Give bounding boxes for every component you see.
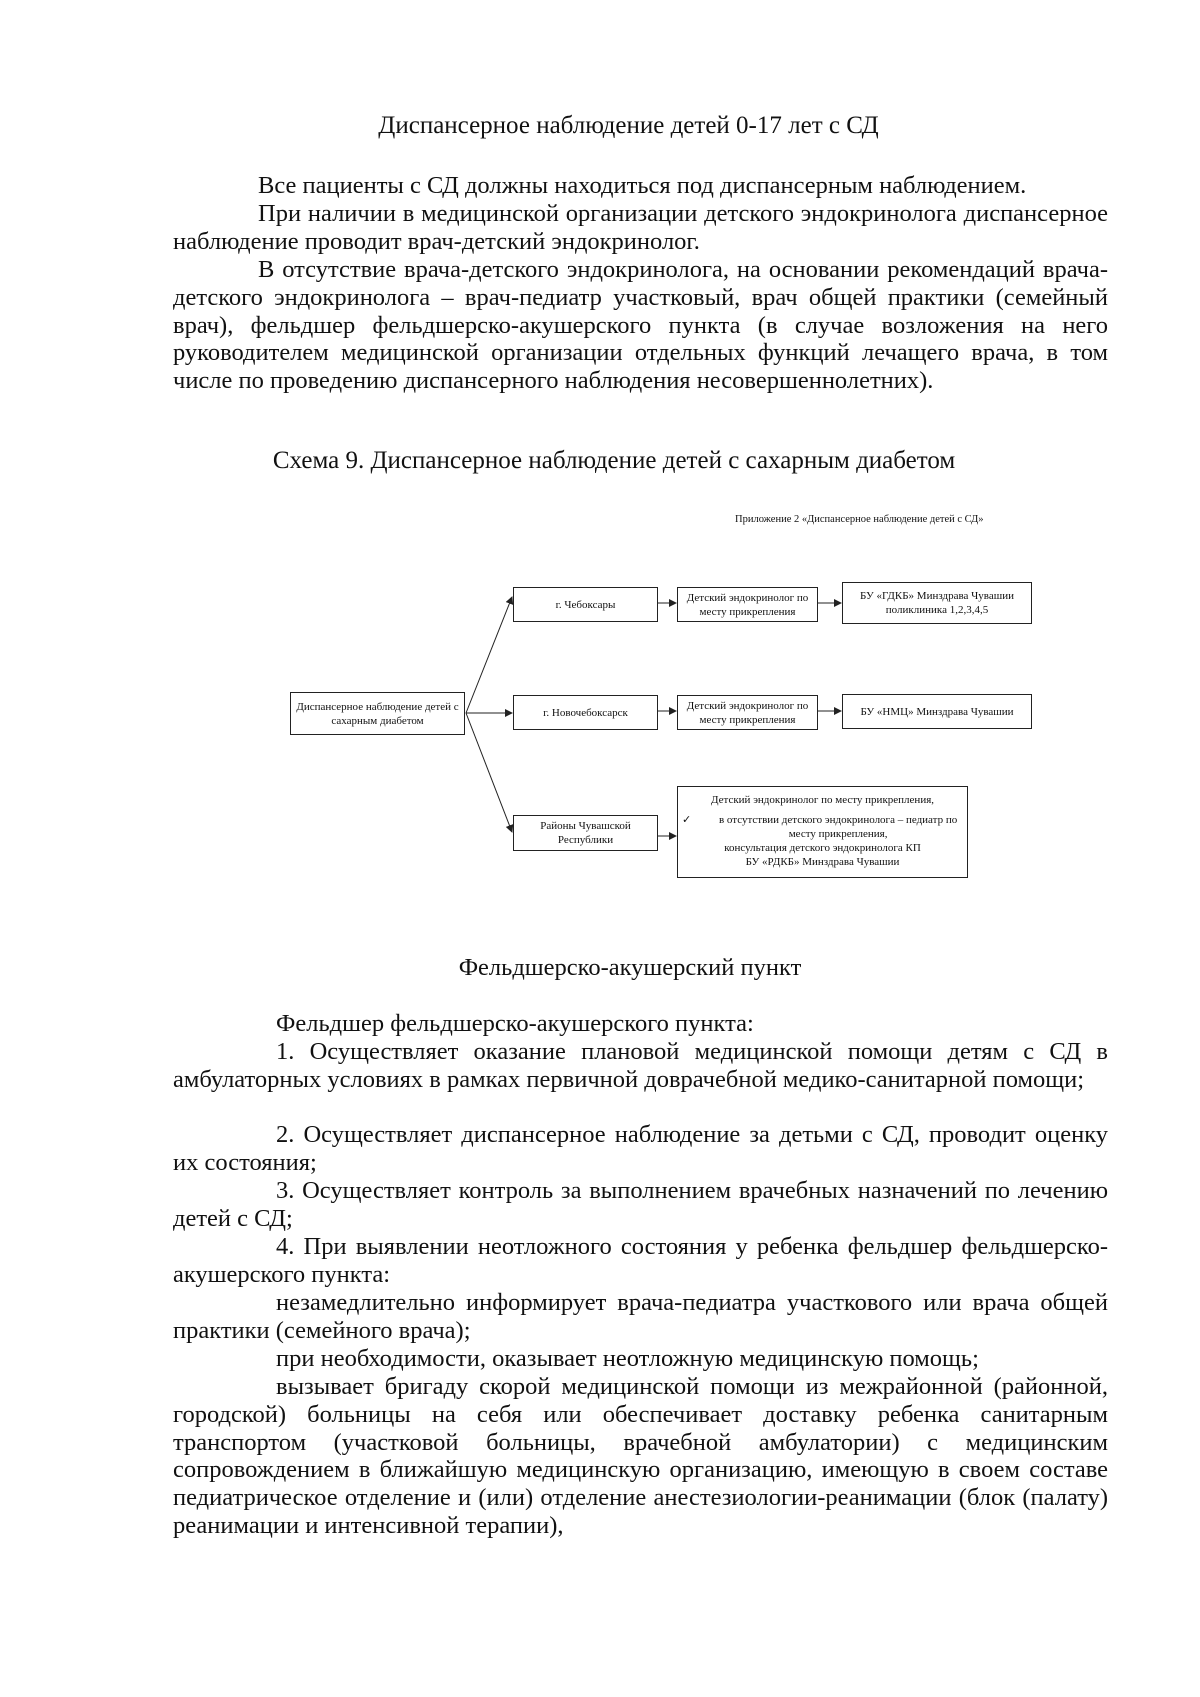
fap-subitem-1: незамедлительно информирует врача-педиатра участкового или врача общей практики (семейного врача); <box>173 1289 1108 1344</box>
fap-subitem-3: вызывает бригаду скорой медицинской помощи из межрайонной (районной, городской) больницы на себя или обеспечивает доставку ребенка санитарным транспортом (участковой больницы, врачебной амбулатории) с медицинским сопровождением в ближайшую медицинскую организацию, имеющую в своем составе педиатрическое отделение и (или) отделение анестезиологии-реанимации (блок (палату) реанимации и интенсивной терапии), <box>173 1373 1108 1539</box>
city-box-cheboksary <box>513 587 658 622</box>
scheme-caption: Схема 9. Диспансерное наблюдение детей с сахарным диабетом <box>272 447 956 474</box>
root-box <box>290 692 465 735</box>
fap-item-3: 3. Осуществляет контроль за выполнением врачебных назначений по лечению детей с СД; <box>173 1177 1108 1232</box>
arrow-to-cheboksary <box>466 597 512 713</box>
city-label-cheboksary: г. Чебоксары <box>555 598 616 611</box>
fap-item-2: 2. Осуществляет диспансерное наблюдение за детьми с СД, проводит оценку их состояния; <box>173 1121 1108 1176</box>
root-label: Диспансерное наблюдение детей с сахарным диабетом <box>296 700 459 727</box>
institution-box-nmc <box>842 694 1032 729</box>
intro-paragraph-3: В отсутствие врача-детского эндокринолога, на основании рекомендаций врача-детского эндокринолога – врач-педиатр участковый, врач общей практики (семейный врач), фельдшер фельдшерско-акушерского пункта (в случае возложения на него руководителем медицинской организации отдельных функций лечащего врача, в том числе по проведению диспансерного наблюдения несовершеннолетних). <box>173 256 1108 395</box>
regional-consult: консультация детского эндокринолога КП <box>724 842 921 854</box>
fap-item-4: 4. При выявлении неотложного состояния у ребенка фельдшер фельдшерско-акушерского пункта: <box>173 1233 1108 1288</box>
fap-lead: Фельдшер фельдшерско-акушерского пункта: <box>276 1010 754 1037</box>
specialist-label-novocheboksarsk: Детский эндокринолог по месту прикрепления <box>686 699 809 726</box>
regional-institution: БУ «РДКБ» Минздрава Чувашии <box>745 856 900 868</box>
section-title: Фельдшерско-акушерский пункт <box>458 954 802 981</box>
page-title: Диспансерное наблюдение детей 0-17 лет с СД <box>378 112 879 139</box>
check-icon: ✓ <box>682 814 692 826</box>
institution-label-nmc: БУ «НМЦ» Минздрава Чувашии <box>860 705 1014 718</box>
regional-head: Детский эндокринолог по месту прикрепления, <box>710 794 935 806</box>
fap-subitem-2: при необходимости, оказывает неотложную медицинскую помощь; <box>276 1345 979 1372</box>
intro-paragraph-1: Все пациенты с СД должны находиться под диспансерным наблюдением. <box>258 172 1027 199</box>
specialist-label-cheboksary: Детский эндокринолог по месту прикрепления <box>686 591 809 618</box>
city-label-novocheboksarsk: г. Новочебоксарск <box>543 706 628 719</box>
institution-label-gdkb: БУ «ГДКБ» Минздрава Чувашии поликлиника 1,2,3,4,5 <box>860 590 1014 616</box>
specialist-box-cheboksary <box>677 587 818 622</box>
city-box-novocheboksarsk <box>513 695 658 730</box>
intro-paragraph-2: При наличии в медицинской организации детского эндокринолога диспансерное наблюдение проводит врач-детский эндокринолог. <box>173 200 1108 255</box>
appendix-note: Приложение 2 «Диспансерное наблюдение детей с СД» <box>735 514 984 525</box>
regional-endocrinologist-box <box>677 786 968 878</box>
specialist-box-novocheboksarsk <box>677 695 818 730</box>
arrow-to-regions <box>466 713 512 832</box>
city-box-regions <box>513 815 658 851</box>
institution-box-gdkb <box>842 582 1032 624</box>
city-label-regions: Районы Чувашской Республики <box>540 820 631 846</box>
regional-body: в отсутствии детского эндокринолога – педиатр по месту прикрепления, <box>718 814 958 840</box>
fap-item-1: 1. Осуществляет оказание плановой медицинской помощи детям с СД в амбулаторных условиях в рамках первичной доврачебной медико-санитарной помощи; <box>173 1038 1108 1093</box>
